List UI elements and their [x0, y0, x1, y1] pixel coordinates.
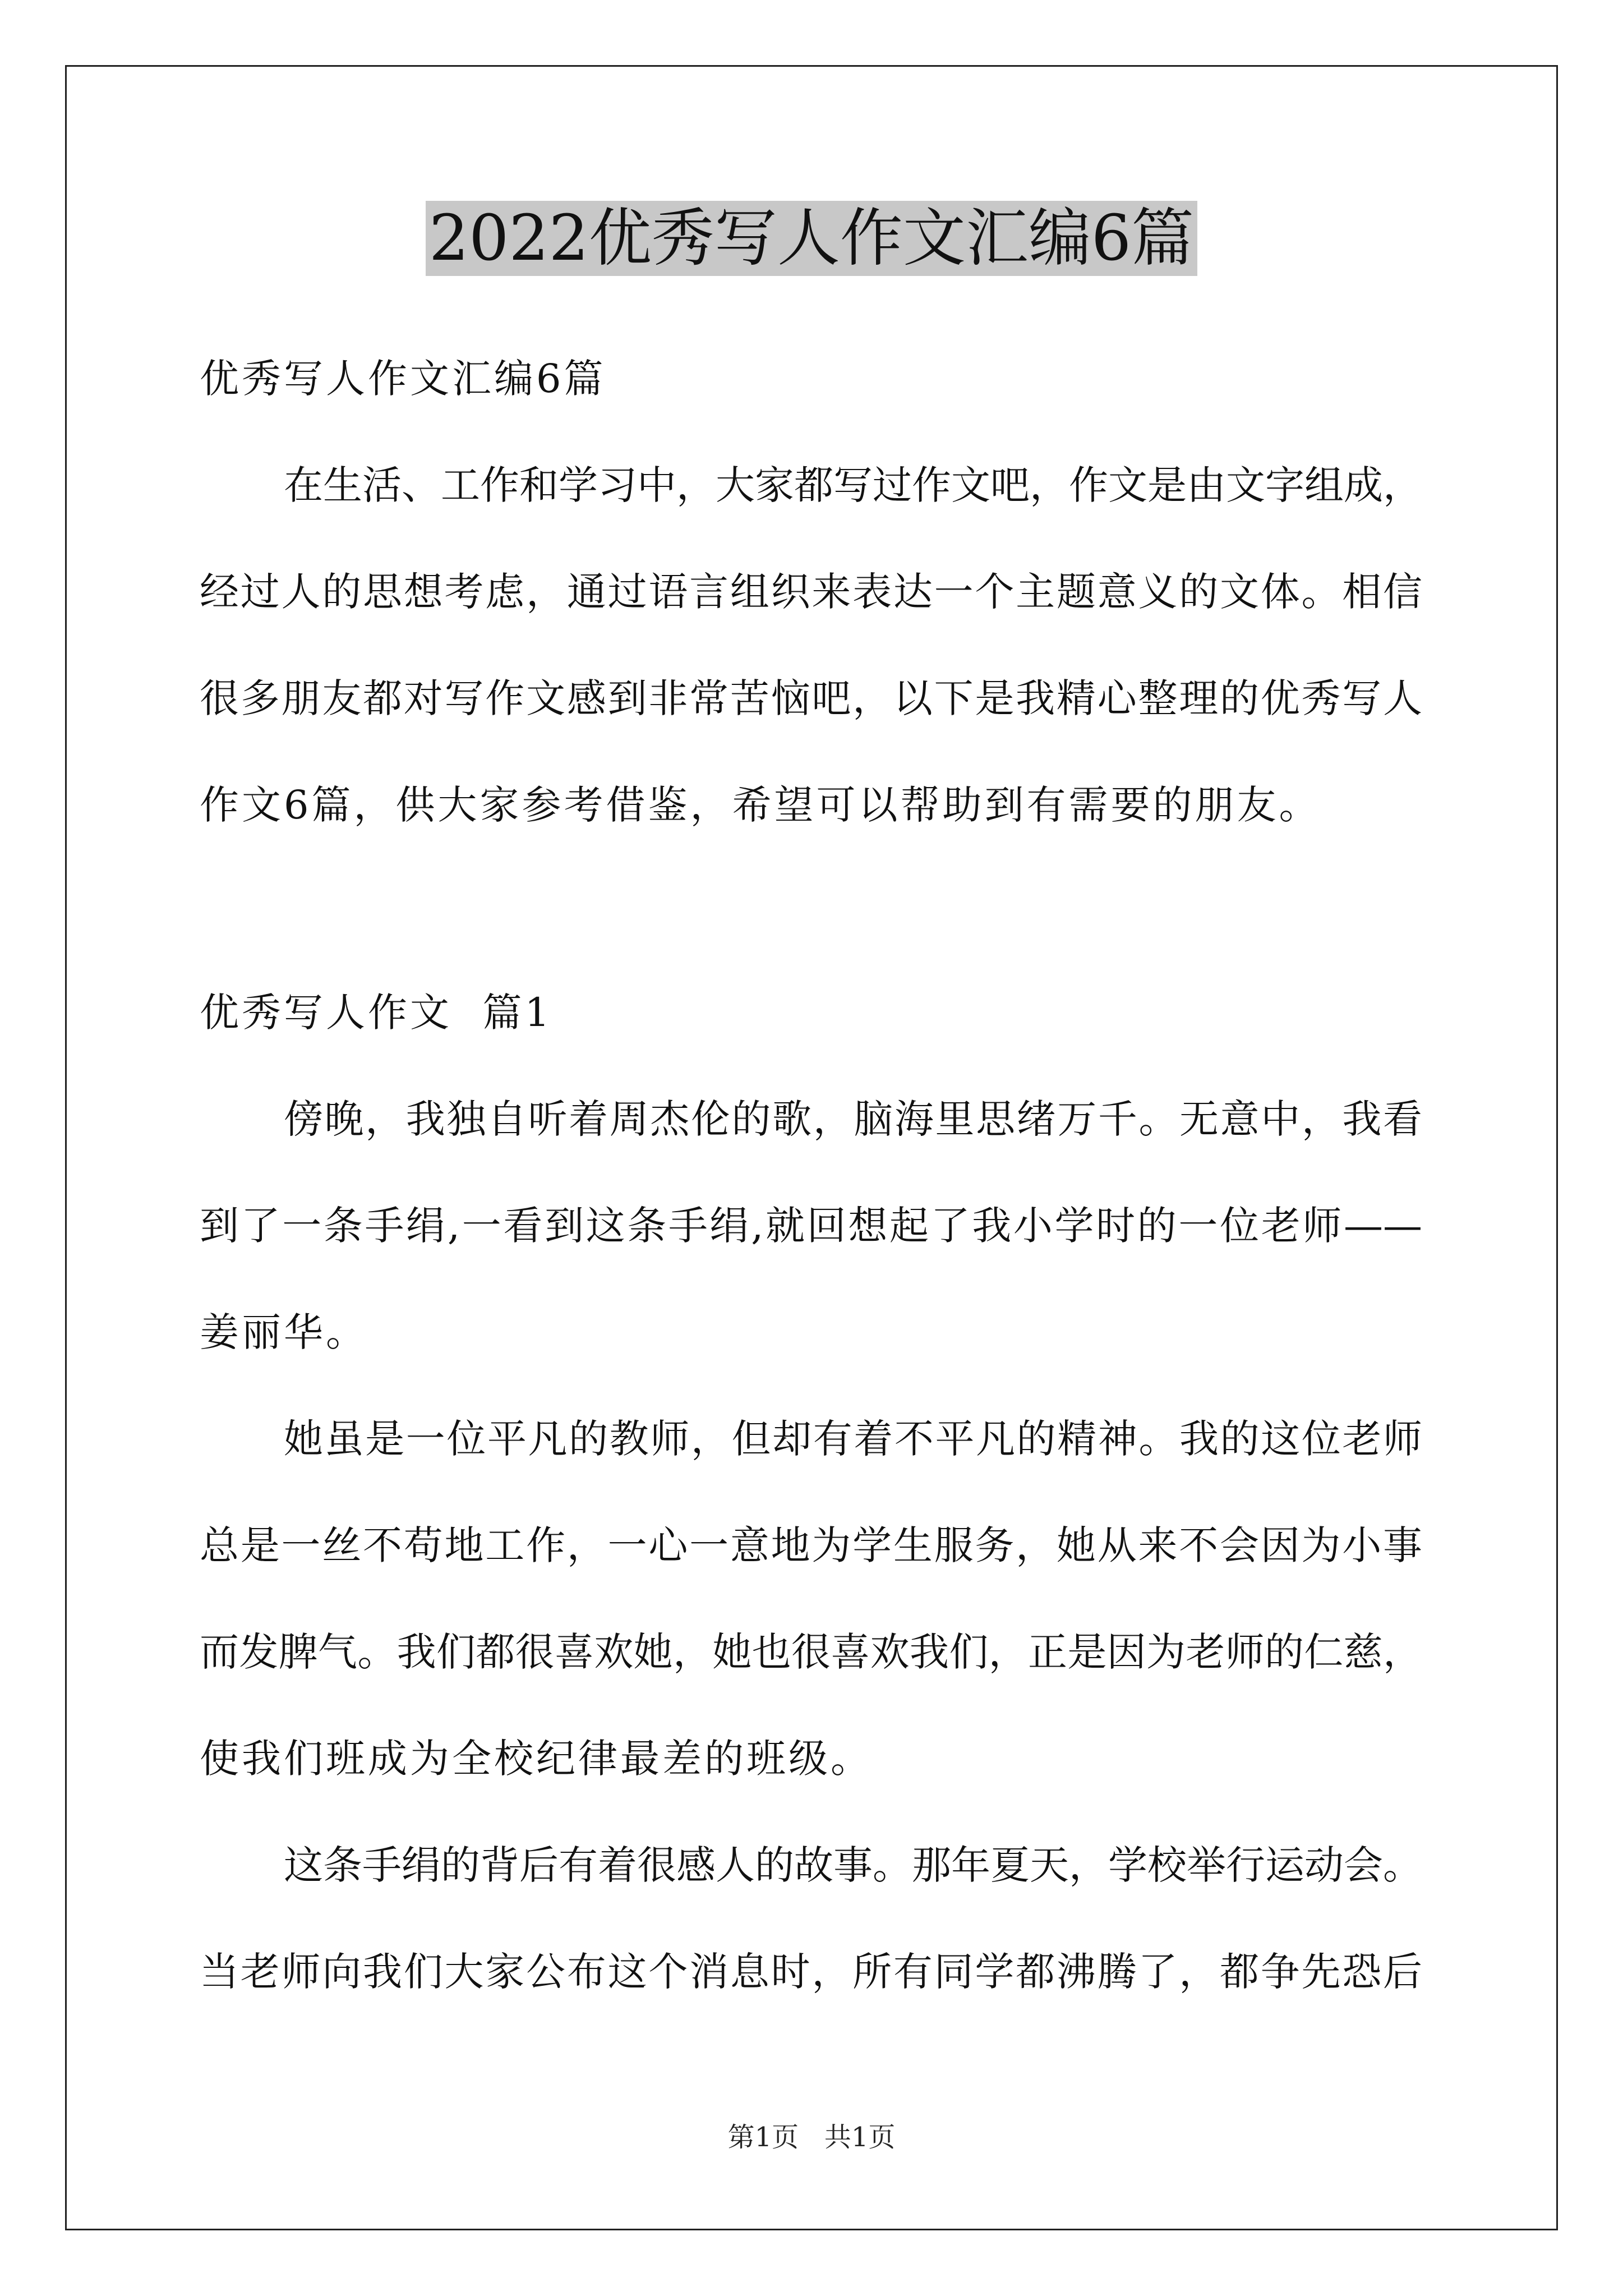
paragraph3-line-2: 当老师向我们大家公布这个消息时，所有同学都沸腾了，都争先恐后: [200, 1949, 1422, 1995]
paragraph1-line-3: 姜丽华。: [200, 1309, 368, 1355]
paragraph2-line-3: 而发脾气。我们都很喜欢她，她也很喜欢我们，正是因为老师的仁慈，: [200, 1629, 1422, 1675]
paragraph2-line-2: 总是一丝不苟地工作，一心一意地为学生服务，她从来不会因为小事: [200, 1522, 1422, 1568]
intro-line-4: 作文6篇，供大家参考借鉴，希望可以帮助到有需要的朋友。: [200, 782, 1321, 828]
section-heading: 优秀写人作文 篇1: [200, 990, 553, 1036]
paragraph1-line-2: 到了一条手绢,一看到这条手绢,就回想起了我小学时的一位老师——: [200, 1203, 1422, 1249]
paragraph2-line-4: 使我们班成为全校纪律最差的班级。: [200, 1736, 873, 1782]
document-title: [0, 199, 1623, 278]
paragraph2-line-1: 她虽是一位平凡的教师，但却有着不平凡的精神。我的这位老师: [284, 1416, 1422, 1462]
paragraph3-line-1: 这条手绢的背后有着很感人的故事。那年夏天，学校举行运动会。: [284, 1842, 1422, 1888]
intro-line-3: 很多朋友都对写作文感到非常苦恼吧，以下是我精心整理的优秀写人: [200, 675, 1422, 721]
intro-line-1: 在生活、工作和学习中，大家都写过作文吧，作文是由文字组成，: [284, 462, 1422, 508]
document-title-text: 2022优秀写人作文汇编6篇: [426, 201, 1197, 276]
intro-line-2: 经过人的思想考虑，通过语言组织来表达一个主题意义的文体。相信: [200, 569, 1422, 615]
page-footer: 第1页 共1页: [727, 2122, 896, 2153]
document-subtitle: 优秀写人作文汇编6篇: [200, 356, 606, 402]
paragraph1-line-1: 傍晚，我独自听着周杰伦的歌，脑海里思绪万千。无意中，我看: [284, 1096, 1422, 1142]
